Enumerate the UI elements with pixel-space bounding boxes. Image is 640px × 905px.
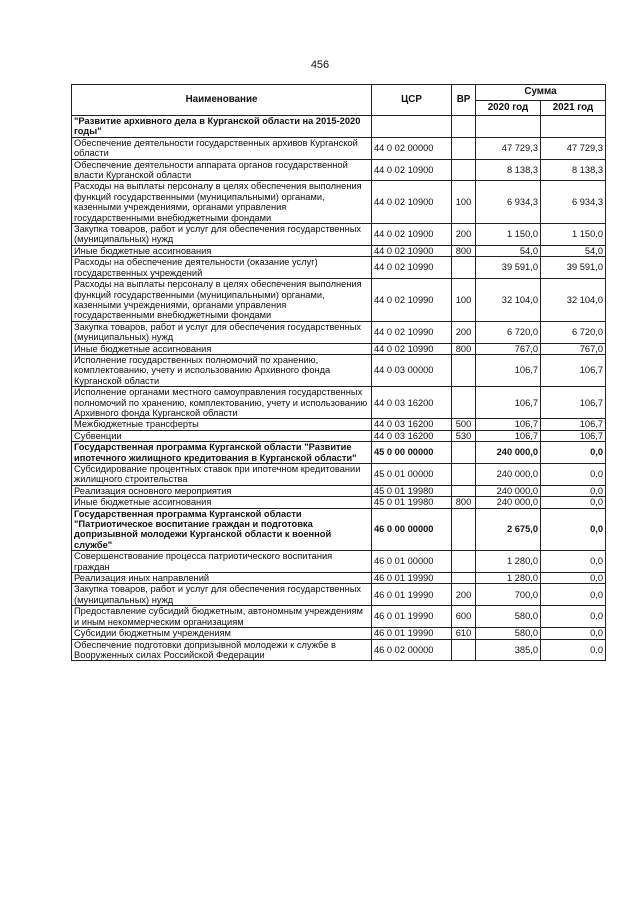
table-row: [72, 584, 606, 606]
table-row: [72, 279, 606, 322]
table-row: [72, 442, 606, 464]
cell-name: Исполнение государственных полномочий по хранению, комплектованию, учету и использованию Архивного фонда Курганской области: [72, 354, 372, 386]
cell-sum-2020: 1 280,0: [476, 551, 541, 573]
cell-csr: 45 0 01 19980: [372, 485, 452, 496]
cell-vr: 800: [452, 245, 476, 256]
cell-csr: 44 0 02 10990: [372, 343, 452, 354]
cell-vr: [452, 387, 476, 419]
cell-sum-2021: 6 934,3: [541, 181, 606, 224]
cell-name: Закупка товаров, работ и услуг для обеспечения государственных (муниципальных) нужд: [72, 321, 372, 343]
cell-name: Субсидирование процентных ставок при ипотечном кредитовании жилищного строительства: [72, 464, 372, 486]
header-vr: ВР: [452, 85, 476, 116]
header-name: Наименование: [72, 85, 372, 116]
cell-name: Иные бюджетные ассигнования: [72, 497, 372, 508]
table-body: [72, 116, 606, 661]
page-number: 456: [310, 59, 330, 71]
cell-name: Обеспечение деятельности государственных архивов Курганской области: [72, 137, 372, 159]
cell-sum-2020: 106,7: [476, 419, 541, 430]
cell-csr: 46 0 01 19990: [372, 584, 452, 606]
cell-vr: [452, 116, 476, 138]
cell-sum-2021: 47 729,3: [541, 137, 606, 159]
cell-sum-2020: 1 150,0: [476, 224, 541, 246]
cell-vr: [452, 464, 476, 486]
cell-sum-2020: 1 280,0: [476, 573, 541, 584]
header-csr: ЦСР: [372, 85, 452, 116]
cell-name: Государственная программа Курганской области "Развитие ипотечного жилищного кредитования в Курганской области": [72, 442, 372, 464]
cell-sum-2021: 1 150,0: [541, 224, 606, 246]
cell-sum-2021: 106,7: [541, 419, 606, 430]
table-row: [72, 181, 606, 224]
cell-sum-2020: 240 000,0: [476, 464, 541, 486]
cell-sum-2020: 6 720,0: [476, 321, 541, 343]
table-row: [72, 159, 606, 181]
table-row: [72, 606, 606, 628]
header-sum: Сумма: [476, 85, 606, 101]
header-year-2021: 2021 год: [541, 101, 606, 116]
cell-sum-2020: 54,0: [476, 245, 541, 256]
cell-csr: 44 0 03 16200: [372, 387, 452, 419]
cell-sum-2021: 106,7: [541, 387, 606, 419]
cell-vr: [452, 442, 476, 464]
header-year-2020: 2020 год: [476, 101, 541, 116]
cell-csr: 46 0 01 19990: [372, 628, 452, 639]
cell-sum-2021: 0,0: [541, 639, 606, 661]
cell-sum-2020: 240 000,0: [476, 497, 541, 508]
cell-sum-2020: 580,0: [476, 628, 541, 639]
cell-vr: [452, 354, 476, 386]
cell-vr: [452, 137, 476, 159]
table-row: [72, 387, 606, 419]
table-row: [72, 551, 606, 573]
table-row: [72, 508, 606, 551]
cell-csr: [372, 116, 452, 138]
cell-csr: 44 0 02 10990: [372, 279, 452, 322]
cell-vr: 200: [452, 224, 476, 246]
cell-name: Расходы на обеспечение деятельности (оказание услуг) государственных учреждений: [72, 257, 372, 279]
cell-sum-2020: 580,0: [476, 606, 541, 628]
budget-table: [71, 84, 606, 661]
table-row: [72, 639, 606, 661]
cell-vr: 100: [452, 279, 476, 322]
cell-sum-2020: 700,0: [476, 584, 541, 606]
cell-sum-2021: 767,0: [541, 343, 606, 354]
cell-sum-2021: 0,0: [541, 464, 606, 486]
table-row: [72, 573, 606, 584]
cell-vr: [452, 257, 476, 279]
cell-csr: 46 0 00 00000: [372, 508, 452, 551]
cell-name: Закупка товаров, работ и услуг для обеспечения государственных (муниципальных) нужд: [72, 224, 372, 246]
cell-csr: 44 0 02 10900: [372, 159, 452, 181]
cell-csr: 44 0 02 10900: [372, 224, 452, 246]
cell-name: Закупка товаров, работ и услуг для обеспечения государственных (муниципальных) нужд: [72, 584, 372, 606]
table-row: [72, 430, 606, 441]
cell-vr: [452, 485, 476, 496]
cell-sum-2020: 106,7: [476, 354, 541, 386]
cell-vr: 100: [452, 181, 476, 224]
cell-csr: 44 0 02 10990: [372, 321, 452, 343]
cell-vr: 800: [452, 497, 476, 508]
cell-csr: 45 0 01 00000: [372, 464, 452, 486]
cell-name: Субвенции: [72, 430, 372, 441]
cell-csr: 44 0 03 16200: [372, 430, 452, 441]
cell-sum-2021: 39 591,0: [541, 257, 606, 279]
cell-sum-2020: 106,7: [476, 430, 541, 441]
cell-sum-2021: 0,0: [541, 573, 606, 584]
cell-name: Обеспечение деятельности аппарата органов государственной власти Курганской области: [72, 159, 372, 181]
table-row: [72, 354, 606, 386]
cell-csr: 44 0 03 00000: [372, 354, 452, 386]
cell-sum-2020: 47 729,3: [476, 137, 541, 159]
cell-vr: 200: [452, 584, 476, 606]
cell-csr: 45 0 01 19980: [372, 497, 452, 508]
table-row: [72, 485, 606, 496]
table-row: [72, 257, 606, 279]
cell-name: Реализация иных направлений: [72, 573, 372, 584]
cell-sum-2021: [541, 116, 606, 138]
table-row: [72, 116, 606, 138]
table-row: [72, 321, 606, 343]
cell-csr: 46 0 02 00000: [372, 639, 452, 661]
cell-vr: [452, 508, 476, 551]
cell-name: Расходы на выплаты персоналу в целях обеспечения выполнения функций государственными (муниципальными) органами, казенными учреждениями, органами управления государственными внебюджетными фондами: [72, 279, 372, 322]
cell-sum-2021: 8 138,3: [541, 159, 606, 181]
cell-sum-2020: 39 591,0: [476, 257, 541, 279]
cell-name: Исполнение органами местного самоуправления государственных полномочий по хранению, комплектованию, учету и использованию Архивного фонда Курганской области: [72, 387, 372, 419]
cell-name: Предоставление субсидий бюджетным, автономным учреждениям и иным некоммерческим организациям: [72, 606, 372, 628]
cell-name: Реализация основного мероприятия: [72, 485, 372, 496]
cell-csr: 44 0 02 10990: [372, 257, 452, 279]
cell-sum-2021: 0,0: [541, 628, 606, 639]
table-row: [72, 497, 606, 508]
cell-vr: 600: [452, 606, 476, 628]
cell-name: Совершенствование процесса патриотического воспитания граждан: [72, 551, 372, 573]
cell-csr: 46 0 01 19990: [372, 573, 452, 584]
table-row: [72, 419, 606, 430]
cell-sum-2021: 0,0: [541, 508, 606, 551]
cell-sum-2021: 0,0: [541, 551, 606, 573]
cell-sum-2020: 6 934,3: [476, 181, 541, 224]
cell-sum-2020: 767,0: [476, 343, 541, 354]
cell-csr: 45 0 00 00000: [372, 442, 452, 464]
table-row: [72, 245, 606, 256]
table-row: [72, 137, 606, 159]
cell-csr: 46 0 01 19990: [372, 606, 452, 628]
cell-sum-2021: 0,0: [541, 497, 606, 508]
cell-csr: 46 0 01 00000: [372, 551, 452, 573]
cell-vr: 530: [452, 430, 476, 441]
cell-sum-2021: 0,0: [541, 584, 606, 606]
cell-sum-2021: 54,0: [541, 245, 606, 256]
cell-vr: [452, 159, 476, 181]
cell-sum-2020: 8 138,3: [476, 159, 541, 181]
table-row: [72, 343, 606, 354]
cell-vr: 500: [452, 419, 476, 430]
cell-sum-2020: 2 675,0: [476, 508, 541, 551]
cell-csr: 44 0 03 16200: [372, 419, 452, 430]
cell-name: Иные бюджетные ассигнования: [72, 245, 372, 256]
cell-sum-2020: 385,0: [476, 639, 541, 661]
cell-sum-2021: 0,0: [541, 606, 606, 628]
cell-sum-2021: 32 104,0: [541, 279, 606, 322]
cell-csr: 44 0 02 10900: [372, 181, 452, 224]
cell-vr: 800: [452, 343, 476, 354]
cell-sum-2021: 0,0: [541, 485, 606, 496]
table-row: [72, 224, 606, 246]
cell-sum-2021: 0,0: [541, 442, 606, 464]
cell-name: "Развитие архивного дела в Курганской области на 2015-2020 годы": [72, 116, 372, 138]
cell-sum-2021: 6 720,0: [541, 321, 606, 343]
cell-csr: 44 0 02 10900: [372, 245, 452, 256]
cell-name: Иные бюджетные ассигнования: [72, 343, 372, 354]
cell-name: Межбюджетные трансферты: [72, 419, 372, 430]
cell-vr: 610: [452, 628, 476, 639]
cell-vr: [452, 573, 476, 584]
cell-sum-2020: 32 104,0: [476, 279, 541, 322]
cell-sum-2020: 240 000,0: [476, 485, 541, 496]
cell-sum-2021: 106,7: [541, 430, 606, 441]
cell-name: Расходы на выплаты персоналу в целях обеспечения выполнения функций государственными (муниципальными) органами, казенными учреждениями, органами управления государственными внебюджетными фондами: [72, 181, 372, 224]
table-row: [72, 628, 606, 639]
table-row: [72, 464, 606, 486]
cell-vr: [452, 639, 476, 661]
cell-vr: 200: [452, 321, 476, 343]
cell-sum-2020: [476, 116, 541, 138]
cell-name: Субсидии бюджетным учреждениям: [72, 628, 372, 639]
cell-sum-2020: 106,7: [476, 387, 541, 419]
cell-sum-2021: 106,7: [541, 354, 606, 386]
cell-vr: [452, 551, 476, 573]
cell-csr: 44 0 02 00000: [372, 137, 452, 159]
cell-name: Обеспечение подготовки допризывной молодежи к службе в Вооруженных силах Российской Федерации: [72, 639, 372, 661]
cell-name: Государственная программа Курганской области "Патриотическое воспитание граждан и подготовка допризывной молодежи Курганской области к военной службе": [72, 508, 372, 551]
cell-sum-2020: 240 000,0: [476, 442, 541, 464]
